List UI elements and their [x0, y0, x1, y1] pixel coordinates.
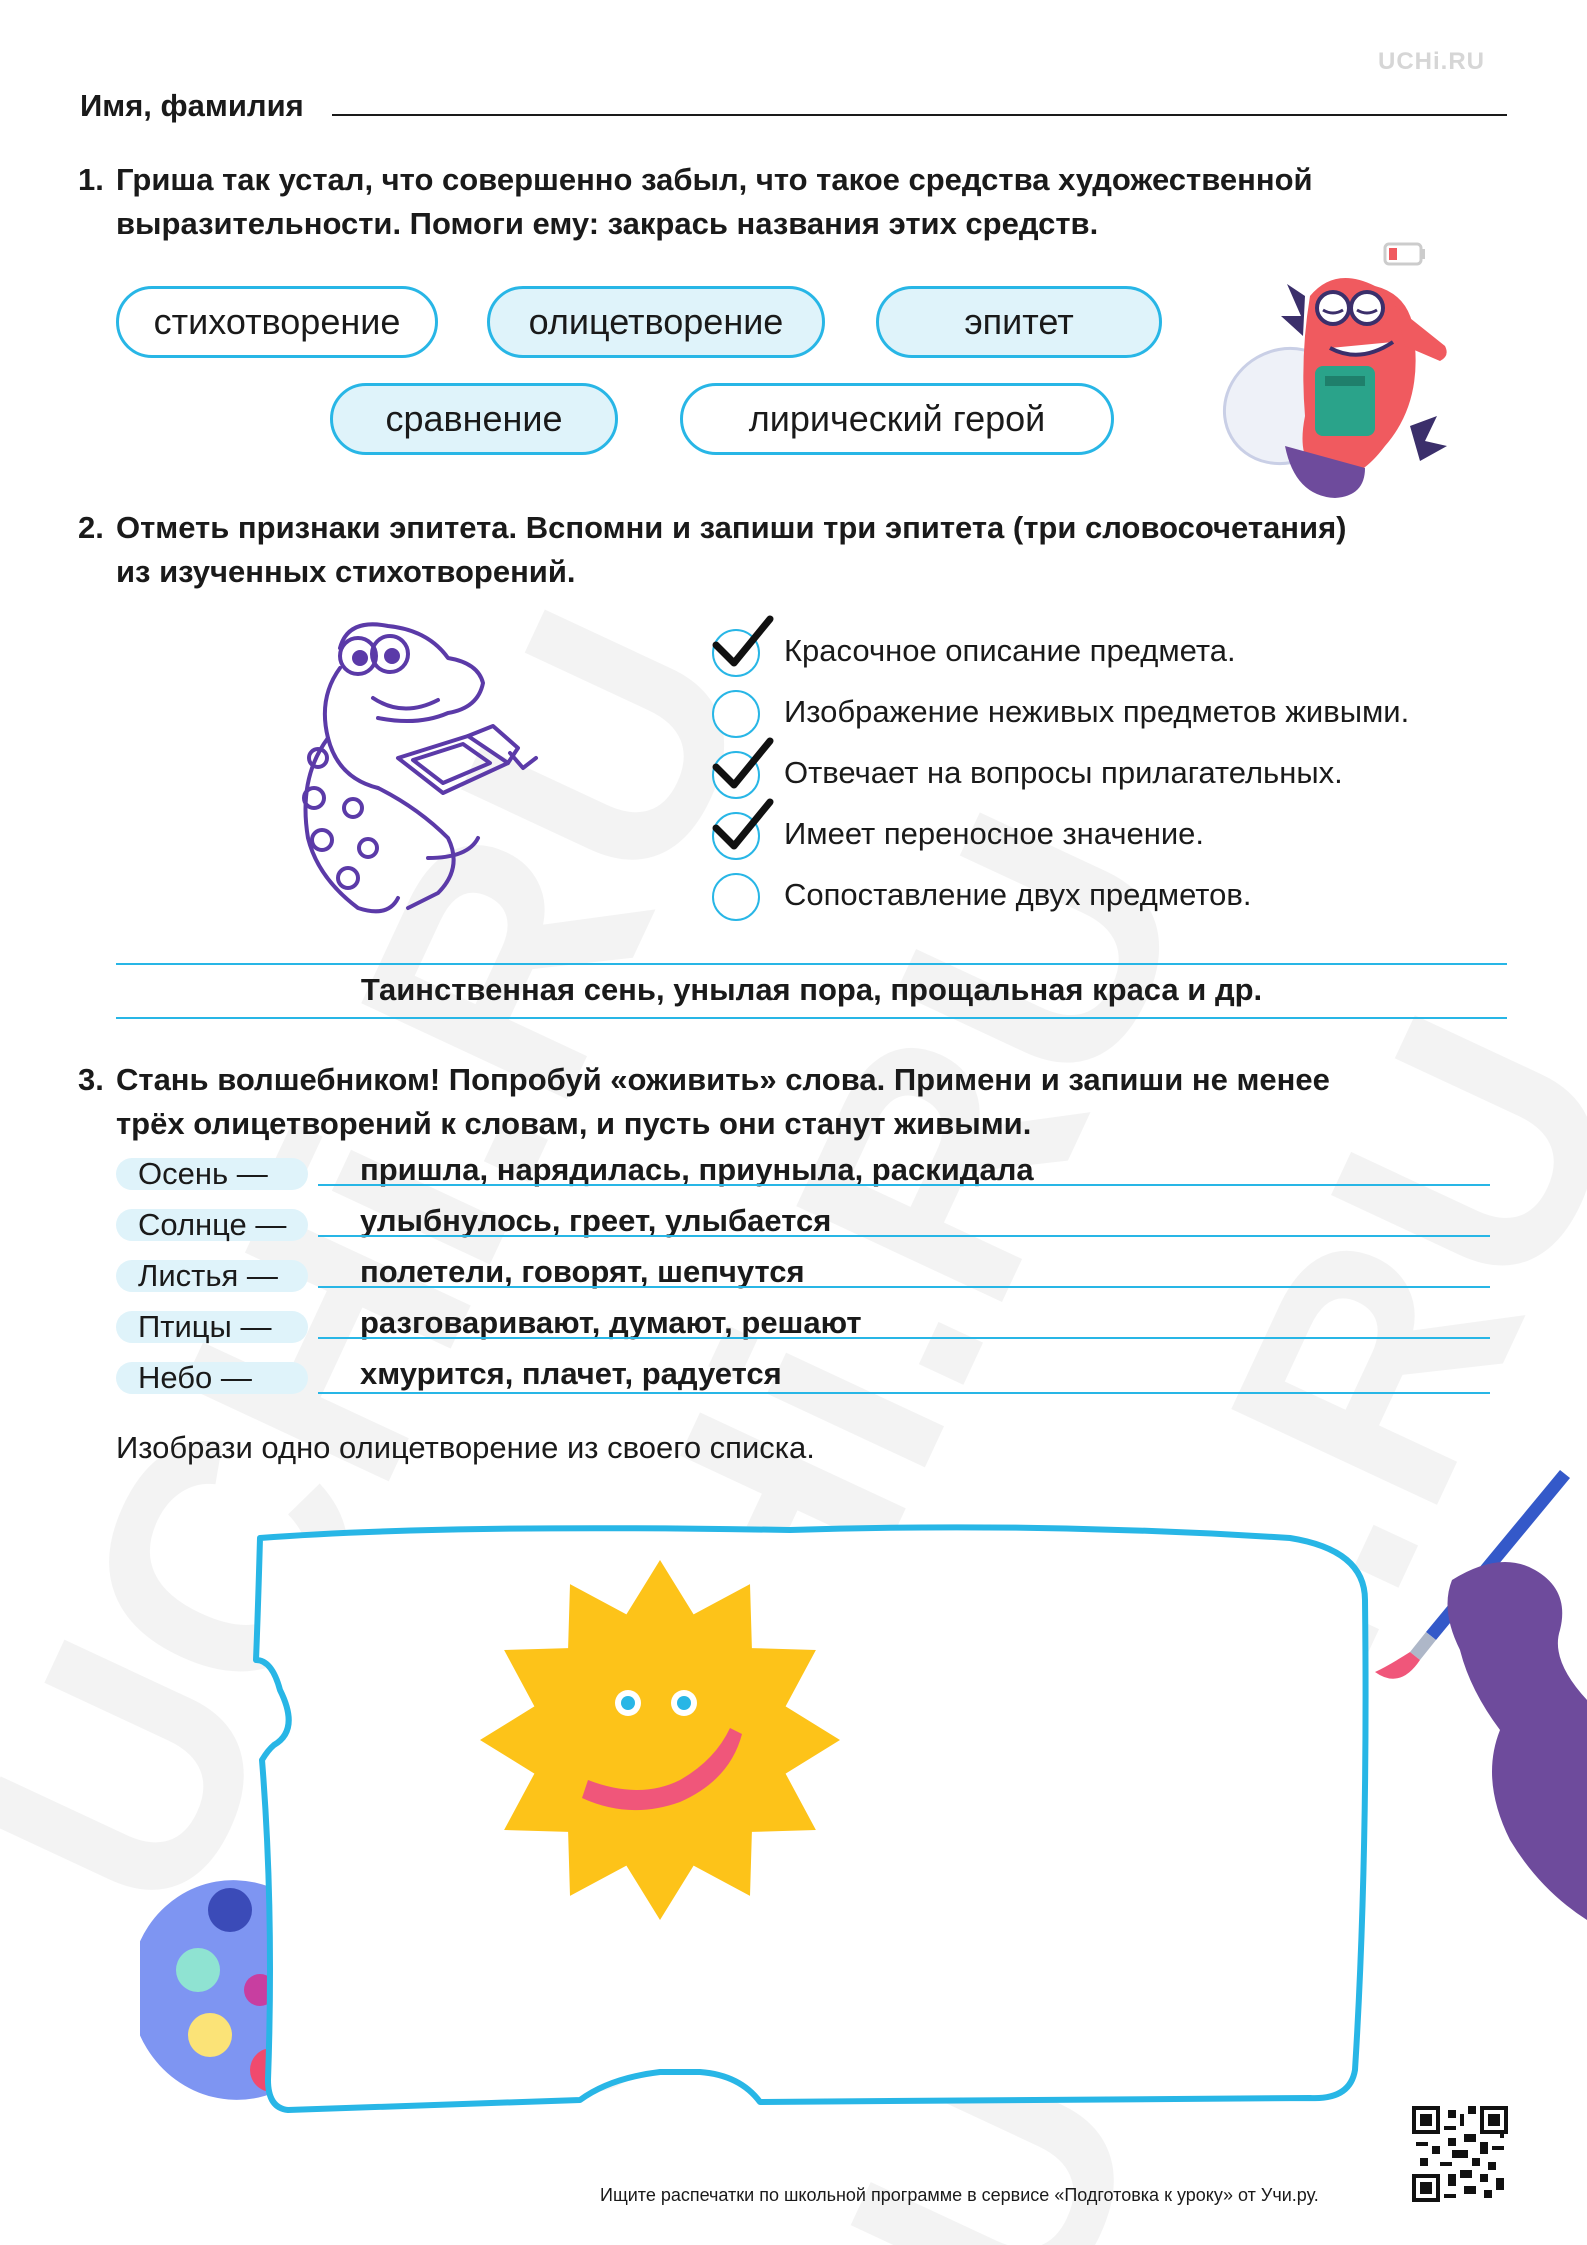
option-label: Красочное описание предмета. [784, 633, 1236, 668]
tired-dino-illustration [1215, 236, 1455, 516]
term-label: олицетворение [528, 301, 784, 342]
paintbrush-illustration [1375, 1470, 1587, 1920]
term-label: сравнение [385, 398, 563, 439]
name-line[interactable] [332, 114, 1507, 116]
option-label: Изображение неживых предметов живыми. [784, 694, 1410, 729]
write-line [318, 1235, 1490, 1237]
term-pill-personification[interactable] [487, 286, 825, 358]
option-checkbox[interactable] [712, 873, 760, 921]
task3-text-line1: Стань волшебником! Попробуй «оживить» слова. Примени и запиши не менее [116, 1062, 1330, 1097]
answer-sun[interactable]: улыбнулось, греет, улыбается [360, 1203, 832, 1238]
answer-leaves[interactable]: полетели, говорят, шепчутся [360, 1254, 805, 1289]
term-label: эпитет [964, 301, 1074, 342]
task2-text-line1: Отметь признаки эпитета. Вспомни и запиши три эпитета (три словосочетания) [116, 510, 1347, 545]
word-sun: Солнце — [138, 1207, 287, 1242]
term-pill-epithet[interactable] [876, 286, 1162, 358]
term-label: лирический герой [748, 398, 1046, 439]
option-checkbox[interactable] [712, 690, 760, 738]
word-sky: Небо — [138, 1360, 252, 1395]
footer-text: Ищите распечатки по школьной программе в сервисе «Подготовка к уроку» от Учи.ру. [600, 2185, 1319, 2205]
option-label: Имеет переносное значение. [784, 816, 1205, 851]
draw-prompt: Изобрази одно олицетворение из своего списка. [116, 1430, 815, 1465]
write-line [318, 1184, 1490, 1186]
write-line [318, 1286, 1490, 1288]
task1-text-line2: выразительности. Помоги ему: закрась названия этих средств. [116, 206, 1099, 241]
task1-number: 1. [78, 162, 104, 197]
term-pill-poem[interactable] [116, 286, 438, 358]
answer-line-bottom [116, 1017, 1507, 1019]
write-line [318, 1337, 1490, 1339]
checkmark-icon [710, 733, 774, 797]
term-pill-lyrical-hero[interactable] [680, 383, 1114, 455]
term-label: стихотворение [153, 301, 401, 342]
checkmark-icon [710, 611, 774, 675]
task2-answer[interactable]: Таинственная сень, унылая пора, прощальная краса и др. [360, 972, 1263, 1007]
task3-number: 3. [78, 1062, 104, 1097]
option-label: Сопоставление двух предметов. [784, 877, 1252, 912]
brand-logo: UCHi.RU [1378, 48, 1485, 75]
name-label: Имя, фамилия [80, 88, 304, 123]
task2-number: 2. [78, 510, 104, 545]
qr-code-icon[interactable] [1412, 2106, 1508, 2202]
term-pill-comparison[interactable] [330, 383, 618, 455]
task2-text-line2: из изученных стихотворений. [116, 554, 576, 589]
answer-birds[interactable]: разговаривают, думают, решают [360, 1305, 862, 1340]
checkmark-icon [710, 794, 774, 858]
write-line [318, 1392, 1490, 1394]
task1-text-line1: Гриша так устал, что совершенно забыл, что такое средства художественной [116, 162, 1313, 197]
drawing-area[interactable] [140, 1460, 1587, 2160]
word-leaves: Листья — [138, 1258, 278, 1293]
option-label: Отвечает на вопросы прилагательных. [784, 755, 1343, 790]
drawing-frame [256, 1527, 1366, 2110]
word-autumn: Осень — [138, 1156, 268, 1191]
answer-line-top [116, 963, 1507, 965]
answer-sky[interactable]: хмурится, плачет, радуется [360, 1356, 782, 1391]
word-birds: Птицы — [138, 1309, 272, 1344]
answer-autumn[interactable]: пришла, нарядилась, приуныла, раскидала [360, 1152, 1034, 1187]
task3-text-line2: трёх олицетворений к словам, и пусть они станут живыми. [116, 1106, 1032, 1141]
reading-dino-illustration [278, 608, 578, 918]
